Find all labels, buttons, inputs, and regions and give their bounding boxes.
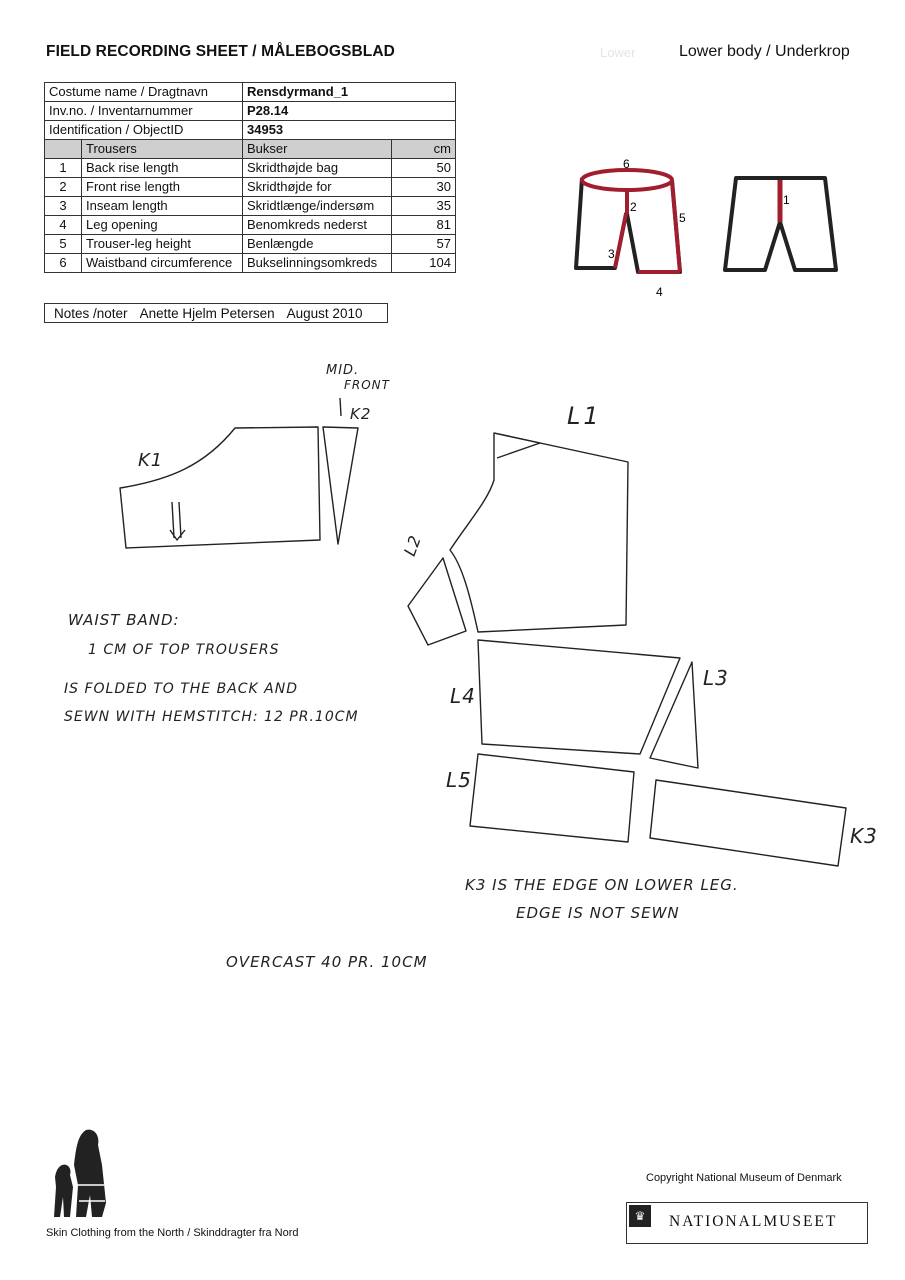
- row-cm: 35: [392, 197, 456, 216]
- row-cm: 30: [392, 178, 456, 197]
- pattern-piece-l3: [650, 662, 698, 768]
- section-ghost-text: Lower: [600, 45, 636, 60]
- pattern-piece-l4: [478, 640, 680, 754]
- header-num-cell: [45, 140, 82, 159]
- table-row: [45, 178, 456, 197]
- trousers-back-illustration: [725, 178, 836, 270]
- inv-label: Inv.no. / Inventarnummer: [45, 102, 243, 121]
- row-num: 5: [45, 235, 82, 254]
- trousers-diagram: [560, 150, 860, 300]
- overcast-note: OVERCAST 40 PR. 10CM: [226, 953, 428, 971]
- logo-adult-figure: [74, 1130, 106, 1217]
- measurement-table: [44, 82, 456, 273]
- costume-value: Rensdyrmand_1: [243, 83, 456, 102]
- row-num: 3: [45, 197, 82, 216]
- row-en: Inseam length: [82, 197, 243, 216]
- label-l4: L4: [450, 684, 476, 708]
- label-mid-front-1: MID.: [326, 363, 360, 378]
- trousers-front-illustration: [576, 170, 680, 272]
- waistband-line-2: IS FOLDED TO THE BACK AND: [64, 681, 299, 697]
- museum-name: NATIONALMUSEET: [669, 1213, 838, 1230]
- row-da: Benomkreds nederst: [243, 216, 392, 235]
- table-row: [45, 216, 456, 235]
- id-label: Identification / ObjectID: [45, 121, 243, 140]
- logo-child-figure: [54, 1165, 73, 1217]
- costume-label: Costume name / Dragtnavn: [45, 83, 243, 102]
- l1-dart: [494, 433, 540, 458]
- pattern-piece-l5: [470, 754, 634, 842]
- row-da: Bukselinningsomkreds: [243, 254, 392, 273]
- pattern-piece-l1: [450, 433, 628, 632]
- pattern-piece-k2: [323, 427, 358, 544]
- waistband-title: WAIST BAND:: [68, 611, 180, 629]
- label-l2: L2: [400, 532, 426, 559]
- row-da: Benlængde: [243, 235, 392, 254]
- row-en: Leg opening: [82, 216, 243, 235]
- leg-height-measure-line: [672, 182, 680, 272]
- header-en: Trousers: [82, 140, 243, 159]
- row-cm: 104: [392, 254, 456, 273]
- header-da: Bukser: [243, 140, 392, 159]
- pattern-piece-k3: [650, 780, 846, 866]
- row-da: Skridthøjde bag: [243, 159, 392, 178]
- row-num: 4: [45, 216, 82, 235]
- diagram-label-1: 1: [783, 193, 790, 207]
- notes-author: Anette Hjelm Petersen: [139, 306, 275, 321]
- table-row: [45, 235, 456, 254]
- pattern-piece-l2: [408, 558, 466, 645]
- waistband-line-1: 1 CM OF TOP TROUSERS: [88, 642, 280, 658]
- row-num: 1: [45, 159, 82, 178]
- label-l5: L5: [446, 768, 472, 792]
- table-row: [45, 159, 456, 178]
- diagram-label-2: 2: [630, 200, 637, 214]
- waistband-line-3: SEWN WITH HEMSTITCH: 12 PR.10CM: [64, 709, 359, 725]
- label-mid-front-2: FRONT: [344, 378, 390, 392]
- row-cm: 81: [392, 216, 456, 235]
- skin-clothing-logo: [48, 1125, 118, 1220]
- k3-note-line-2: EDGE IS NOT SEWN: [516, 904, 680, 922]
- row-num: 2: [45, 178, 82, 197]
- pattern-piece-k1: [120, 427, 320, 548]
- museum-logo-box: [626, 1202, 868, 1244]
- row-en: Back rise length: [82, 159, 243, 178]
- header-unit: cm: [392, 140, 456, 159]
- k3-note-line-1: K3 IS THE EDGE ON LOWER LEG.: [465, 876, 739, 894]
- inv-value: P28.14: [243, 102, 456, 121]
- row-en: Front rise length: [82, 178, 243, 197]
- crown-icon: ♛: [629, 1205, 651, 1227]
- copyright-text: Copyright National Museum of Denmark: [646, 1172, 842, 1184]
- diagram-label-5: 5: [679, 211, 686, 225]
- row-en: Waistband circumference: [82, 254, 243, 273]
- notes-date: August 2010: [286, 306, 363, 321]
- id-value: 34953: [243, 121, 456, 140]
- row-cm: 57: [392, 235, 456, 254]
- label-l3: L3: [703, 666, 729, 690]
- table-row: [45, 197, 456, 216]
- mid-front-mark: [340, 398, 341, 416]
- info-row-inv: [45, 102, 456, 121]
- diagram-label-3: 3: [608, 247, 615, 261]
- row-cm: 50: [392, 159, 456, 178]
- section-title: Lower body / Underkrop: [679, 43, 850, 60]
- waistband-measure-line: [582, 170, 672, 190]
- row-da: Skridthøjde for: [243, 178, 392, 197]
- row-num: 6: [45, 254, 82, 273]
- label-k2: K2: [350, 405, 372, 423]
- notes-box: [44, 303, 388, 323]
- row-da: Skridtlænge/indersøm: [243, 197, 392, 216]
- table-row: [45, 254, 456, 273]
- diagram-label-4: 4: [656, 285, 663, 299]
- diagram-label-6: 6: [623, 157, 630, 171]
- info-row-id: [45, 121, 456, 140]
- row-en: Trouser-leg height: [82, 235, 243, 254]
- page-title: FIELD RECORDING SHEET / MÅLEBOGSBLAD: [46, 43, 395, 60]
- label-k1: K1: [138, 450, 164, 471]
- grain-arrow: [170, 502, 185, 540]
- inseam-measure-line: [615, 214, 626, 268]
- footer-caption: Skin Clothing from the North / Skinddragter fra Nord: [46, 1227, 299, 1239]
- label-l1: L1: [567, 402, 602, 430]
- info-row-costume: [45, 83, 456, 102]
- notes-label: Notes /noter: [54, 306, 128, 321]
- label-k3: K3: [850, 824, 878, 848]
- table-header-row: [45, 140, 456, 159]
